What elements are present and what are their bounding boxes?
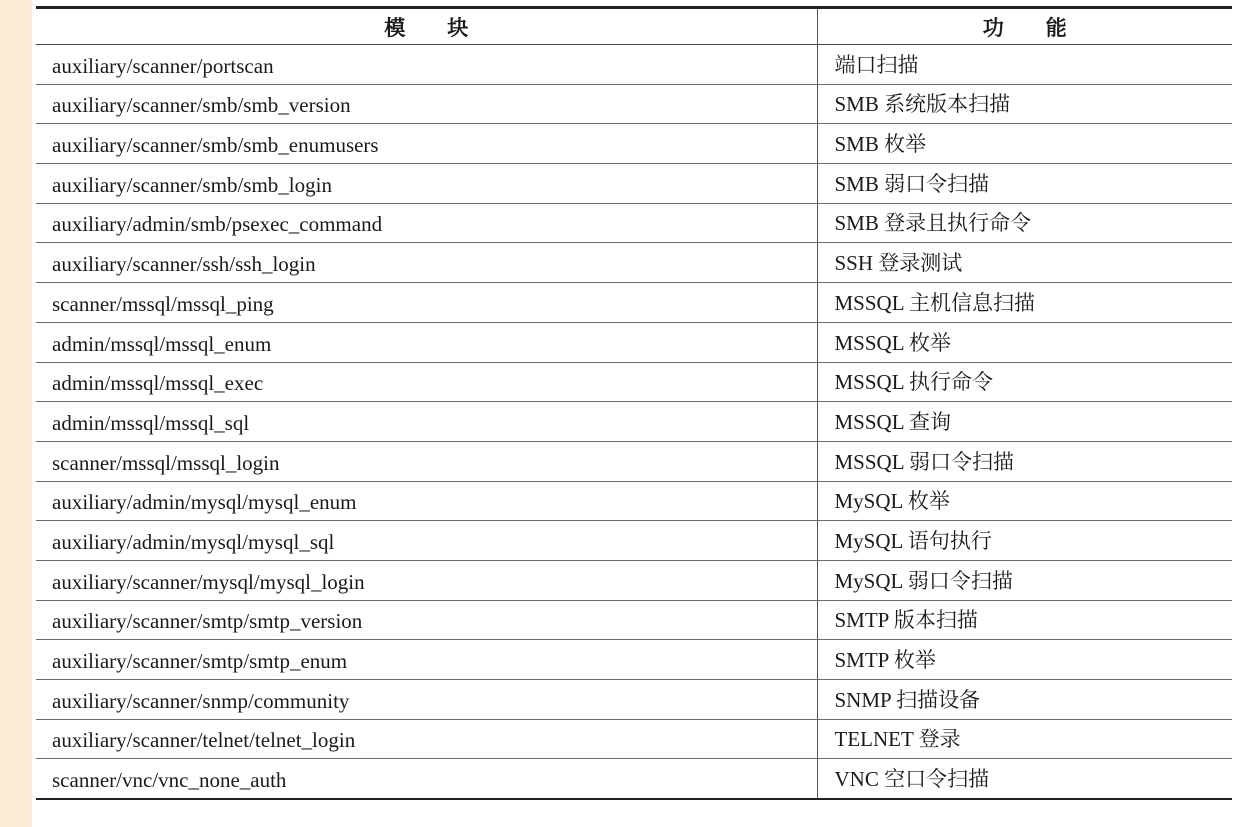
- header-row: [36, 8, 1232, 45]
- module-cell: scanner/mssql/mssql_ping: [36, 283, 817, 323]
- table-row: [36, 124, 1232, 164]
- module-cell: auxiliary/scanner/telnet/telnet_login: [36, 719, 817, 759]
- module-cell: auxiliary/scanner/snmp/community: [36, 680, 817, 720]
- table-row: [36, 759, 1232, 799]
- module-cell: admin/mssql/mssql_enum: [36, 322, 817, 362]
- module-cell: admin/mssql/mssql_sql: [36, 402, 817, 442]
- module-cell: auxiliary/scanner/smb/smb_enumusers: [36, 124, 817, 164]
- function-cell: VNC 空口令扫描: [817, 759, 1232, 799]
- module-cell: auxiliary/scanner/smtp/smtp_enum: [36, 640, 817, 680]
- module-cell: auxiliary/scanner/portscan: [36, 45, 817, 85]
- function-cell: MSSQL 弱口令扫描: [817, 441, 1232, 481]
- page-margin-strip: [0, 0, 32, 827]
- table-row: [36, 45, 1232, 85]
- table-body: [36, 45, 1232, 799]
- module-cell: auxiliary/scanner/smb/smb_version: [36, 84, 817, 124]
- module-function-table: [36, 6, 1232, 800]
- module-cell: auxiliary/admin/mysql/mysql_enum: [36, 481, 817, 521]
- module-cell: auxiliary/admin/smb/psexec_command: [36, 203, 817, 243]
- function-cell: TELNET 登录: [817, 719, 1232, 759]
- function-cell: SMTP 枚举: [817, 640, 1232, 680]
- function-cell: MySQL 弱口令扫描: [817, 560, 1232, 600]
- function-cell: MSSQL 枚举: [817, 322, 1232, 362]
- module-cell: admin/mssql/mssql_exec: [36, 362, 817, 402]
- function-cell: MSSQL 查询: [817, 402, 1232, 442]
- function-cell: SMB 枚举: [817, 124, 1232, 164]
- table-row: [36, 84, 1232, 124]
- function-cell: 端口扫描: [817, 45, 1232, 85]
- function-cell: SNMP 扫描设备: [817, 680, 1232, 720]
- function-cell: SMB 登录且执行命令: [817, 203, 1232, 243]
- module-table-container: [36, 6, 1232, 800]
- module-cell: scanner/vnc/vnc_none_auth: [36, 759, 817, 799]
- table-row: [36, 203, 1232, 243]
- table-row: [36, 680, 1232, 720]
- function-cell: SMB 弱口令扫描: [817, 164, 1232, 204]
- table-row: [36, 322, 1232, 362]
- module-cell: auxiliary/scanner/mysql/mysql_login: [36, 560, 817, 600]
- function-cell: MSSQL 主机信息扫描: [817, 283, 1232, 323]
- module-cell: auxiliary/scanner/smtp/smtp_version: [36, 600, 817, 640]
- module-cell: auxiliary/scanner/ssh/ssh_login: [36, 243, 817, 283]
- table-row: [36, 521, 1232, 561]
- function-cell: MySQL 枚举: [817, 481, 1232, 521]
- table-row: [36, 640, 1232, 680]
- table-row: [36, 719, 1232, 759]
- function-cell: SMTP 版本扫描: [817, 600, 1232, 640]
- table-row: [36, 560, 1232, 600]
- table-row: [36, 164, 1232, 204]
- table-row: [36, 402, 1232, 442]
- module-cell: auxiliary/scanner/smb/smb_login: [36, 164, 817, 204]
- table-row: [36, 243, 1232, 283]
- function-cell: MySQL 语句执行: [817, 521, 1232, 561]
- header-module: 模 块: [36, 8, 817, 45]
- table-row: [36, 600, 1232, 640]
- header-function: 功 能: [817, 8, 1232, 45]
- table-header: [36, 8, 1232, 45]
- table-row: [36, 441, 1232, 481]
- table-row: [36, 362, 1232, 402]
- table-row: [36, 481, 1232, 521]
- function-cell: SMB 系统版本扫描: [817, 84, 1232, 124]
- function-cell: SSH 登录测试: [817, 243, 1232, 283]
- module-cell: auxiliary/admin/mysql/mysql_sql: [36, 521, 817, 561]
- table-row: [36, 283, 1232, 323]
- function-cell: MSSQL 执行命令: [817, 362, 1232, 402]
- module-cell: scanner/mssql/mssql_login: [36, 441, 817, 481]
